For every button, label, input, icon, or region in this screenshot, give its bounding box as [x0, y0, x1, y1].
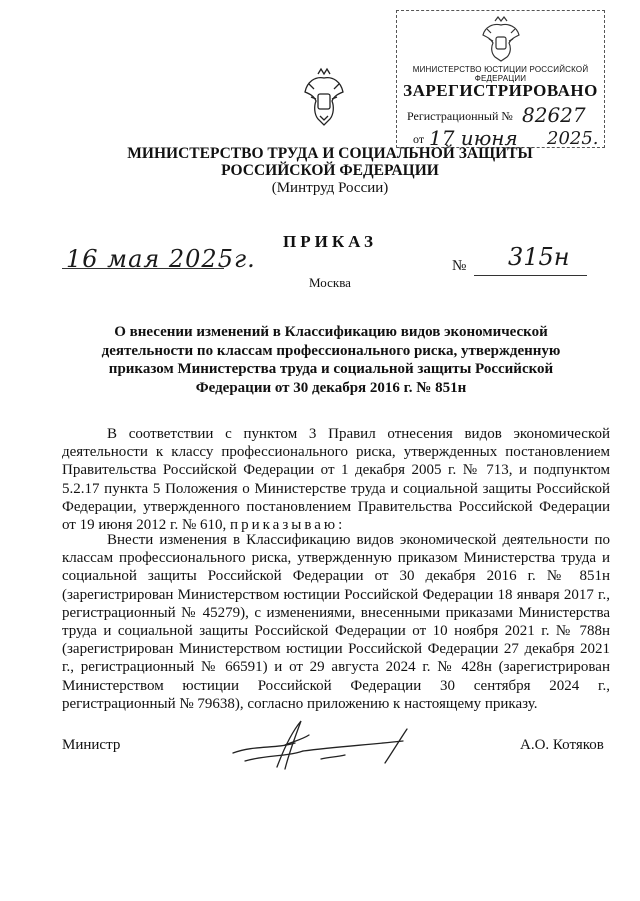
body-paragraph-1 — [62, 425, 610, 534]
signer-title: Министр — [62, 737, 121, 753]
coat-of-arms-emblem-icon — [479, 15, 523, 63]
stamp-date-value: 17 июня — [429, 126, 518, 150]
signature-image — [225, 715, 415, 775]
org-short-name: (Минтруд России) — [271, 180, 389, 196]
org-name-line1: МИНИСТЕРСТВО ТРУДА И СОЦИАЛЬНОЙ ЗАЩИТЫ — [127, 145, 533, 162]
state-emblem-icon — [303, 66, 345, 128]
order-date: 16 мая 2025г. — [66, 245, 256, 273]
document-type: ПРИКАЗ — [283, 232, 377, 251]
paragraph-1-text: В соответствии с пунктом 3 Правил отнесения видов экономической деятельности к классу профессионального риска, утвержденных постановлением Правительства Российской Федерации от 1 декабря 2005 г. № 713, и подпунктом 5.2.17 пункта 5 Положения о Министерстве труда и социальной защиты Российской Федерации, утвержденного постановлением Правительства Российской Федерации от 19 июня 2012 г. № 610, — [62, 426, 610, 534]
org-name-line2: РОССИЙСКОЙ ФЕДЕРАЦИИ — [221, 162, 439, 179]
order-word: приказываю: — [230, 517, 346, 534]
stamp-ministry: МИНИСТЕРСТВО ЮСТИЦИИ РОССИЙСКОЙ ФЕДЕРАЦИИ — [412, 65, 589, 83]
order-number-sign: № — [452, 258, 467, 274]
order-date-underline — [62, 268, 224, 269]
stamp-status: ЗАРЕГИСТРИРОВАНО — [403, 81, 598, 100]
signer-name: А.О. Котяков — [520, 737, 604, 753]
registration-stamp — [396, 10, 605, 148]
body-paragraph-2: Внести изменения в Классификацию видов экономической деятельности по классам профессионального риска, утвержденную приказом Министерства труда и социальной защиты Российской Федерации от 30 декабря 2016 г. № 851н (зарегистрирован Министерством юстиции Российской Федерации 18 января 2017 г., регистрационный № 45279), с изменениями, внесенными приказами Министерства труда и социальной защиты Российской Федерации от 10 ноября 2021 г. № 788н (зарегистрирован Министерством юстиции Российской Федерации 27 декабря 2021 г., регистрационный № 66591) и от 29 августа 2024 г. № 428н (зарегистрирован Министерством юстиции Российской Федерации 30 сентября 2024 г., регистрационный № 79638), согласно приложению к настоящему приказу. — [62, 532, 610, 712]
order-number: 315н — [508, 243, 570, 271]
stamp-date-year: 2025. — [547, 128, 599, 149]
city: Москва — [309, 275, 351, 290]
document-title: О внесении изменений в Классификацию видов экономической деятельности по классам профессионального риска, утвержденную приказом Министерства труда и социальной защиты Российской Федерации от 30 декабря 2016 г. № 851н — [101, 324, 561, 396]
stamp-number-value: 82627 — [522, 103, 586, 127]
stamp-number-label: Регистрационный № — [407, 109, 513, 123]
stamp-date-label: от — [413, 132, 425, 146]
